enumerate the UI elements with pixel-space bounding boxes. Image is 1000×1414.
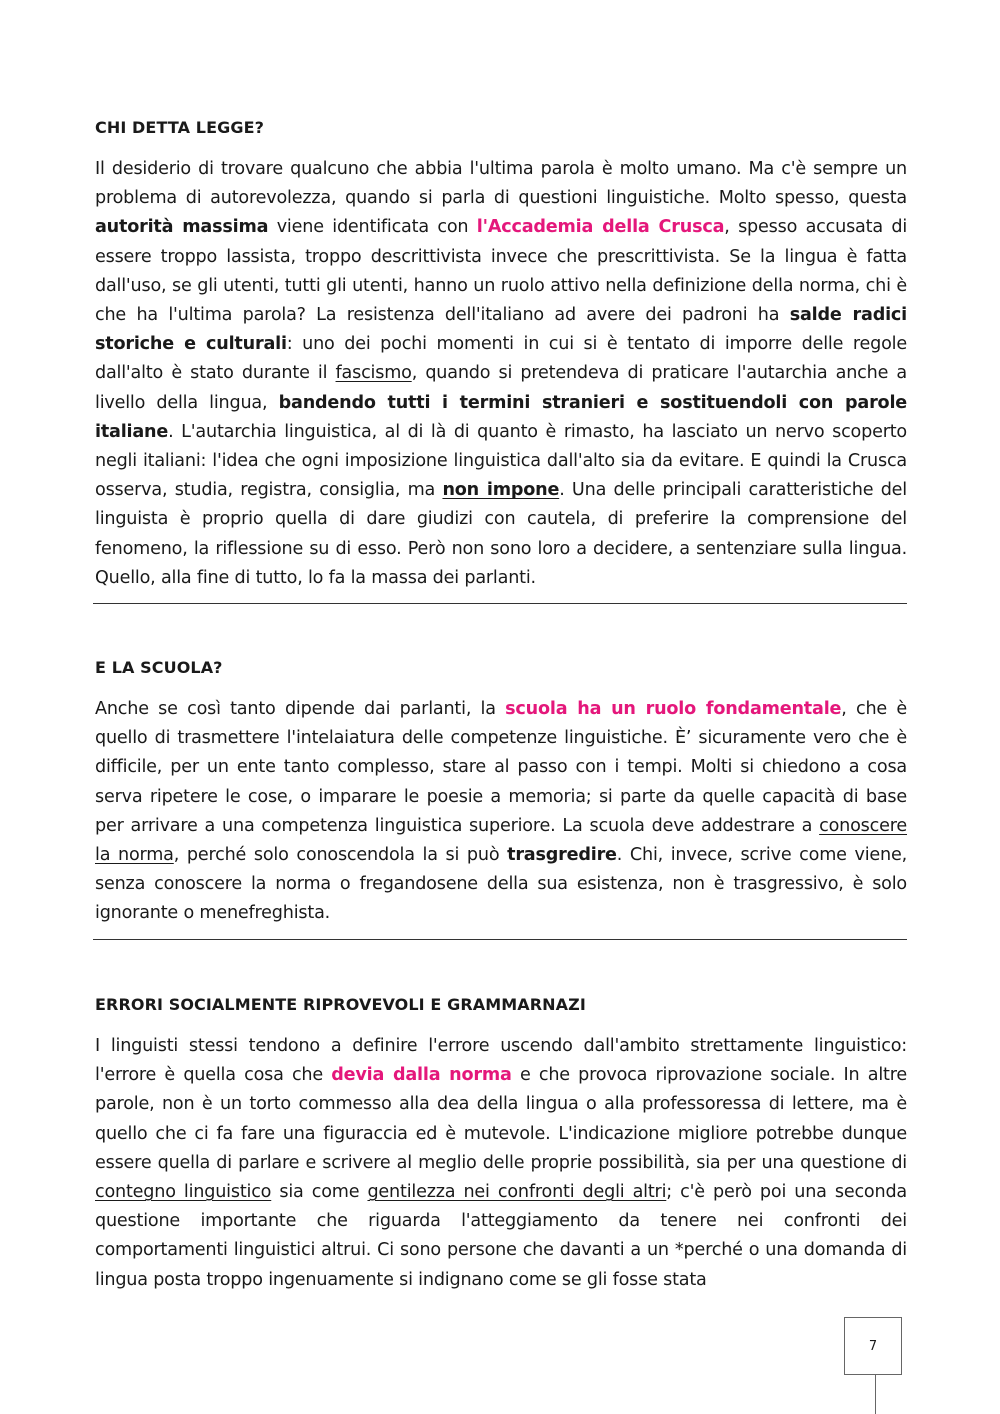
section-heading: CHI DETTA LEGGE? <box>95 118 264 137</box>
highlighted-text: l'Accademia della Crusca <box>476 217 725 238</box>
text-span: , che è quello di trasmettere l'intelaiatura delle competenze linguistiche. È’ sicuramente vero che è difficile, per un ente tanto complesso, stare al passo con i tempi. Molti si chiedono a cosa serva ripetere le cose, o imparare le poesie a memoria; si parte da quelle capacità di base per arrivare a una competenza linguistica superiore. La scuola deve addestrare a <box>95 699 907 836</box>
text-span: : uno dei pochi momenti in cui si è tentato di imporre delle regole dall'alto è stato durante il <box>95 334 907 384</box>
text-span: . Una delle principali caratteristiche del linguista è proprio quella di dare giudizi con cautela, di preferire la comprensione del fenomeno, la riflessione su di esso. Però non sono loro a decidere, a sentenziare sulla lingua. Quello, alla fine di tutto, lo fa la massa dei parlanti. <box>95 480 907 588</box>
section-heading: E LA SCUOLA? <box>95 658 223 677</box>
text-span: , spesso accusata di essere troppo lassista, troppo descrittivista invece che prescrittivista. Se la lingua è fatta dall'uso, se gli utenti, tutti gli utenti, hanno un ruolo attivo nella definizione della norma, chi è che ha l'ultima parola? La resistenza dell'italiano ad avere dei padroni ha <box>95 217 908 326</box>
highlighted-text: devia dalla norma <box>331 1065 512 1086</box>
underlined-text: contegno linguistico <box>95 1182 272 1203</box>
bold-text: salde radici storiche e culturali <box>95 305 907 355</box>
bold-text: autorità massima <box>95 217 269 238</box>
highlighted-text: scuola ha un ruolo fondamentale <box>505 699 842 719</box>
text-span: , perché solo conoscendola la si può <box>173 845 508 866</box>
page-number: 7 <box>868 1339 878 1354</box>
text-span: Il desiderio di trovare qualcuno che abbia l'ultima parola è molto umano. Ma c'è sempre un problema di autorevolezza, quando si parla di questioni linguistiche. Molto spesso, questa <box>95 159 907 209</box>
section-divider <box>93 939 907 940</box>
section-paragraph <box>95 1032 907 1295</box>
text-span: . L'autarchia linguistica, al di là di quanto è rimasto, ha lasciato un nervo scoperto negli italiani: l'idea che ogni imposizione linguistica dall'alto sia da evitare. E quindi la Crusca osserva, studia, registra, consiglia, ma <box>95 421 907 501</box>
underlined-text: fascismo <box>335 363 412 384</box>
section-heading: ERRORI SOCIALMENTE RIPROVEVOLI E GRAMMARNAZI <box>95 995 586 1014</box>
page-number-line <box>875 1375 876 1414</box>
text-span: , quando si pretendeva di praticare l'autarchia anche a livello della lingua, <box>95 363 908 413</box>
text-span: . Chi, invece, scrive come viene, senza conoscere la norma o fregandosene della sua esistenza, non è trasgressivo, è solo ignorante o menefreghista. <box>95 845 907 924</box>
section-divider <box>93 603 907 604</box>
bold-underlined-text: non impone <box>442 480 560 501</box>
section-paragraph <box>95 695 907 929</box>
bold-text: bandendo tutti i termini stranieri e sostituendoli con parole italiane <box>95 392 908 442</box>
text-span: e che provoca riprovazione sociale. In altre parole, non è un torto commesso alla dea della lingua o alla professoressa di lettere, ma è quello che ci fa fare una figuraccia ed è mutevole. L'indicazione migliore potrebbe dunque essere quella di parlare e scrivere al meglio delle proprie possibilità, sia per una questione di <box>95 1065 907 1173</box>
section-e-la-scuola <box>95 655 907 929</box>
section-chi-detta-legge <box>95 115 907 593</box>
text-span: ; c'è però poi una seconda questione importante che riguarda l'atteggiamento da tenere nei confronti dei comportamenti linguistici altrui. Ci sono persone che davanti a un *perché o una domanda di lingua posta troppo ingenuamente si indignano come se gli fosse stata <box>95 1182 907 1290</box>
text-span: sia come <box>271 1182 368 1203</box>
text-span: Anche se così tanto dipende dai parlanti, la <box>95 699 506 719</box>
text-span: viene identificata con <box>268 217 477 238</box>
underlined-text: conoscere la norma <box>95 815 907 866</box>
underlined-text: gentilezza nei confronti degli altri <box>367 1182 667 1203</box>
bold-text: trasgredire <box>507 845 617 866</box>
section-errori-socialmente-riprovevoli <box>95 992 907 1295</box>
text-span: I linguisti stessi tendono a definire l'errore uscendo dall'ambito strettamente linguistico: l'errore è quella cosa che <box>95 1036 907 1086</box>
page-number-box <box>844 1317 902 1375</box>
section-paragraph <box>95 155 907 593</box>
